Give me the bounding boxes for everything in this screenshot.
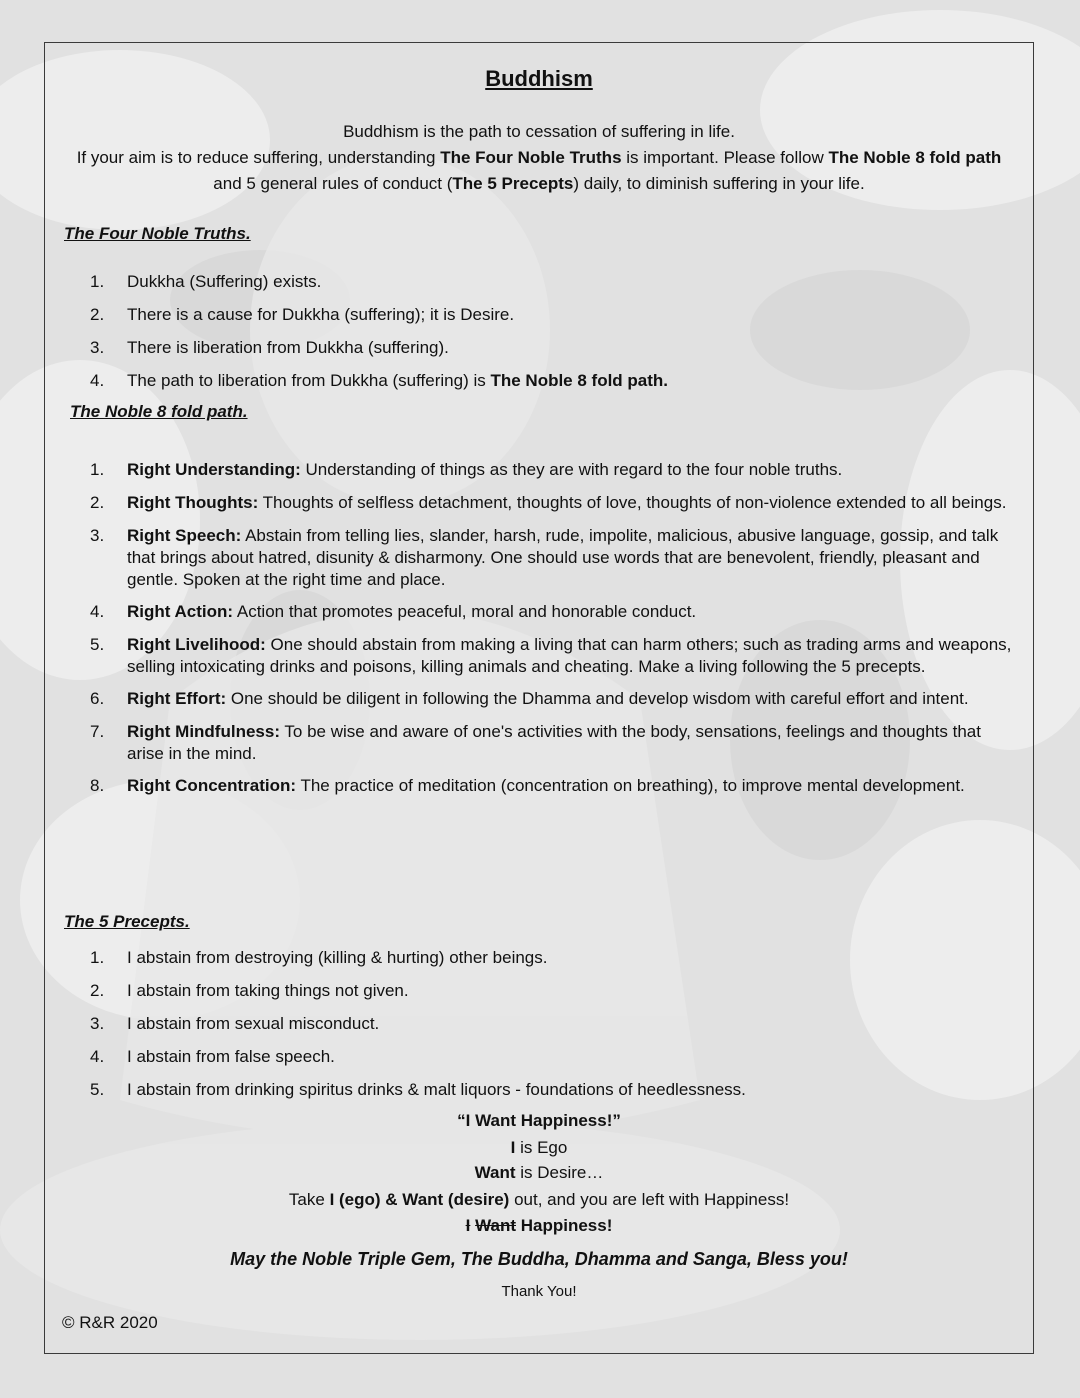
take-bold-ego: I (ego) <box>329 1190 381 1209</box>
list-text: Dukkha (Suffering) exists. <box>127 272 322 291</box>
list-text: Action that promotes peaceful, moral and honorable conduct. <box>233 602 697 621</box>
list-item <box>90 980 1015 1002</box>
list-text: The path to liberation from Dukkha (suffering) is <box>127 371 491 390</box>
list-item <box>90 1079 1015 1101</box>
list-number: 2. <box>90 981 105 1000</box>
list-term: Right Effort: <box>127 689 227 708</box>
intro-text: If your aim is to reduce suffering, understanding <box>76 148 441 167</box>
take-amp: & <box>380 1190 403 1209</box>
list-item <box>90 370 1015 392</box>
list-text: Abstain from telling lies, slander, harsh, rude, impolite, malicious, abusive language, gossip, and talk that brings about hatred, disunity & disharmony. One should use words that are benevolent, friendly, pleasant and gentle. Spoken at the right time and place. <box>127 526 999 589</box>
list-number: 5. <box>90 635 105 654</box>
take-text: out, and you are left with Happiness! <box>509 1190 790 1209</box>
precepts-list <box>90 947 1015 1101</box>
blessing-line: May the Noble Triple Gem, The Buddha, Dhamma and Sanga, Bless you! <box>230 1249 848 1269</box>
happiness-line <box>44 1216 1034 1236</box>
desire-line <box>44 1163 1034 1183</box>
happiness-text: Happiness! <box>520 1216 613 1235</box>
page-title: Buddhism <box>485 66 593 91</box>
list-number: 1. <box>90 460 105 479</box>
list-number: 4. <box>90 371 105 390</box>
list-number: 1. <box>90 272 105 291</box>
list-item <box>90 688 1015 710</box>
list-number: 5. <box>90 1080 105 1099</box>
list-text: To be wise and aware of one's activities with the body, sensations, feelings and thoughts that arise in the mind. <box>127 722 981 763</box>
list-item <box>90 337 1015 359</box>
ego-text: is Ego <box>515 1138 568 1157</box>
ego-bold: I <box>510 1138 516 1157</box>
list-number: 4. <box>90 1047 105 1066</box>
intro-text: ) daily, to diminish suffering in your life. <box>573 174 865 193</box>
list-item <box>90 459 1015 481</box>
intro-bold-four-truths: The Four Noble Truths <box>440 148 622 167</box>
list-number: 8. <box>90 776 105 795</box>
take-bold-desire: Want (desire) <box>402 1190 510 1209</box>
list-item <box>90 304 1015 326</box>
list-text: There is a cause for Dukkha (suffering); it is Desire. <box>127 305 515 324</box>
list-number: 2. <box>90 493 105 512</box>
list-text: I abstain from taking things not given. <box>127 981 409 1000</box>
list-term: Right Livelihood: <box>127 635 266 654</box>
list-number: 3. <box>90 1014 105 1033</box>
intro-text: is important. Please follow <box>621 148 829 167</box>
quote-text: “I Want Happiness!” <box>457 1111 621 1130</box>
precepts-heading: The 5 Precepts. <box>64 912 190 931</box>
list-term: Right Thoughts: <box>127 493 259 512</box>
take-text: Take <box>288 1190 330 1209</box>
list-text: There is liberation from Dukkha (suffering). <box>127 338 449 357</box>
list-number: 6. <box>90 689 105 708</box>
list-text: One should abstain from making a living that can harm others; such as trading arms and weapons, selling intoxicating drinks and poisons, killing animals and cheating. Make a living following the 5 precepts. <box>127 635 1012 676</box>
list-text: I abstain from destroying (killing & hurting) other beings. <box>127 948 548 967</box>
list-term: Right Concentration: <box>127 776 297 795</box>
list-item <box>90 1013 1015 1035</box>
four-truths-heading: The Four Noble Truths. <box>64 224 251 243</box>
intro-bold-precepts: The 5 Precepts <box>452 174 574 193</box>
list-item <box>90 634 1015 678</box>
list-item <box>90 492 1015 514</box>
list-item <box>90 601 1015 623</box>
four-truths-list <box>90 271 1015 392</box>
list-number: 3. <box>90 526 105 545</box>
quote-line <box>44 1111 1034 1131</box>
intro-line-1: Buddhism is the path to cessation of suffering in life. <box>343 122 735 141</box>
list-item <box>90 947 1015 969</box>
list-item <box>90 721 1015 765</box>
eightfold-list <box>90 459 1015 797</box>
take-out-line <box>44 1190 1034 1210</box>
list-text: Thoughts of selfless detachment, thoughts of love, thoughts of non-violence extended to all beings. <box>258 493 1007 512</box>
list-number: 3. <box>90 338 105 357</box>
list-number: 1. <box>90 948 105 967</box>
list-item <box>90 525 1015 591</box>
eightfold-heading: The Noble 8 fold path. <box>70 402 248 421</box>
list-text: I abstain from drinking spiritus drinks & malt liquors - foundations of heedlessness. <box>127 1080 746 1099</box>
document-page <box>44 42 1034 1354</box>
list-number: 7. <box>90 722 105 741</box>
list-text: I abstain from false speech. <box>127 1047 335 1066</box>
ego-line <box>44 1138 1034 1158</box>
list-term: Right Action: <box>127 602 234 621</box>
list-bold-text: The Noble 8 fold path. <box>490 371 669 390</box>
struck-i: I <box>465 1216 471 1235</box>
list-number: 2. <box>90 305 105 324</box>
list-text: One should be diligent in following the Dhamma and develop wisdom with careful effort and intent. <box>226 689 969 708</box>
list-text: The practice of meditation (concentration on breathing), to improve mental development. <box>296 776 965 795</box>
list-text: Understanding of things as they are with regard to the four noble truths. <box>300 460 843 479</box>
want-bold: Want <box>474 1163 516 1182</box>
thank-you-line: Thank You! <box>501 1283 577 1300</box>
struck-want: Want <box>475 1216 516 1235</box>
intro-line-2 <box>66 145 1012 197</box>
desire-text: is Desire… <box>515 1163 604 1182</box>
copyright-notice: © R&R 2020 <box>62 1313 158 1332</box>
list-term: Right Understanding: <box>127 460 301 479</box>
intro-paragraph <box>66 119 1012 197</box>
list-item <box>90 775 1015 797</box>
list-term: Right Speech: <box>127 526 242 545</box>
intro-bold-eightfold: The Noble 8 fold path <box>828 148 1002 167</box>
list-number: 4. <box>90 602 105 621</box>
intro-text: and 5 general rules of conduct ( <box>213 174 453 193</box>
list-item <box>90 271 1015 293</box>
list-text: I abstain from sexual misconduct. <box>127 1014 380 1033</box>
list-term: Right Mindfulness: <box>127 722 280 741</box>
list-item <box>90 1046 1015 1068</box>
